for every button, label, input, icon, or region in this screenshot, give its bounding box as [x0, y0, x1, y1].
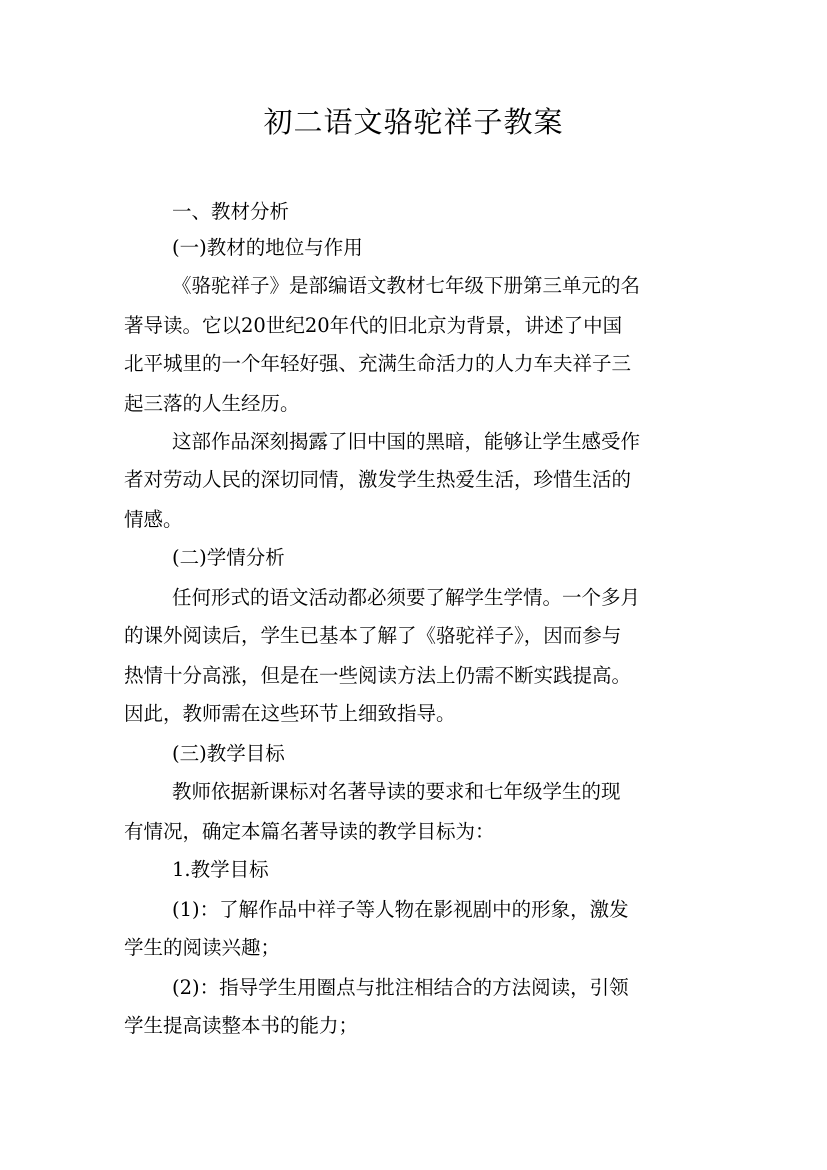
paragraph-line: 因此，教师需在这些环节上细致指导。 — [124, 702, 456, 725]
list-item: (1)：了解作品中祥子等人物在影视剧中的形象，激发 — [172, 898, 629, 921]
paragraph-line: 著导读。它以20世纪20年代的旧北京为背景，讲述了中国 — [124, 314, 623, 337]
paragraph-line: 《骆驼祥子》是部编语文教材七年级下册第三单元的名 — [172, 274, 641, 297]
paragraph-line: 这部作品深刻揭露了旧中国的黑暗，能够让学生感受作 — [172, 430, 641, 453]
paragraph-line: 的课外阅读后，学生已基本了解了《骆驼祥子》，因而参与 — [124, 624, 622, 647]
paragraph-line: 情感。 — [124, 508, 183, 531]
paragraph-line: 者对劳动人民的深切同情，激发学生热爱生活，珍惜生活的 — [124, 468, 632, 491]
list-item-continuation: 学生的阅读兴趣； — [124, 936, 281, 959]
list-heading: 1.教学目标 — [172, 858, 269, 881]
paragraph-line: 热情十分高涨，但是在一些阅读方法上仍需不断实践提高。 — [124, 664, 632, 687]
subsection-heading: (一)教材的地位与作用 — [172, 236, 363, 259]
paragraph-line: 北平城里的一个年轻好强、充满生命活力的人力车夫祥子三 — [124, 352, 632, 375]
list-item: (2)：指导学生用圈点与批注相结合的方法阅读，引领 — [172, 976, 629, 999]
subsection-heading: (三)教学目标 — [172, 742, 285, 765]
paragraph-line: 有情况，确定本篇名著导读的教学目标为： — [124, 820, 495, 843]
subsection-heading: (二)学情分析 — [172, 546, 285, 569]
document-title: 初二语文骆驼祥子教案 — [263, 105, 564, 139]
paragraph-line: 起三落的人生经历。 — [124, 392, 300, 415]
section-heading: 一、教材分析 — [172, 200, 290, 223]
paragraph-line: 教师依据新课标对名著导读的要求和七年级学生的现 — [172, 780, 621, 803]
list-item-continuation: 学生提高读整本书的能力； — [124, 1014, 359, 1037]
paragraph-line: 任何形式的语文活动都必须要了解学生学情。一个多月 — [172, 586, 641, 609]
